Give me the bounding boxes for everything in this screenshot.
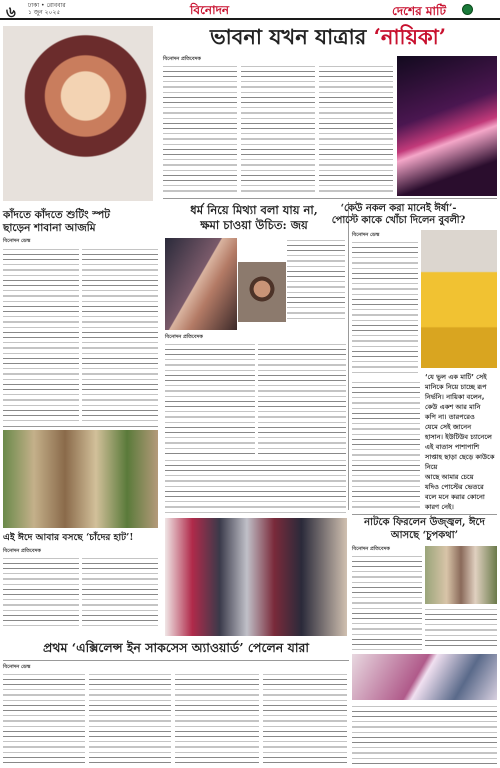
religion-headline-line1: ধর্ম নিয়ে মিথ্যা বলা যায় না, xyxy=(190,203,318,217)
divider-right-mid xyxy=(352,514,497,515)
pull-quote-line: নির্ভনি। নায়িকা বলেন, xyxy=(425,393,485,401)
pull-quote-line: আছে আমার চেয়ে xyxy=(425,473,474,481)
religion-byline: বিনোদন প্রতিবেদক xyxy=(165,334,203,340)
shabana-body-col2 xyxy=(82,247,158,422)
nayika-body-col2 xyxy=(241,64,315,192)
pull-quote-line: এই বাতাস পাশাপাশি xyxy=(425,443,480,451)
nayika-headline-highlight: ‘নায়িকা’ xyxy=(373,24,447,49)
nayika-headline xyxy=(163,24,493,50)
dateline-place: ঢাকা xyxy=(28,2,40,9)
award-body-col2 xyxy=(89,672,171,764)
religion-body-col2 xyxy=(258,342,346,454)
chander-haat-body-col2 xyxy=(82,556,158,628)
award-body-col4 xyxy=(263,672,347,764)
chander-haat-cast-photo xyxy=(3,430,158,528)
religion-continuation xyxy=(165,458,346,514)
nayika-headline-prefix: ভাবনা যখন যাত্রার xyxy=(209,24,367,49)
pull-quote-line: কারণ নেই। xyxy=(425,503,454,511)
bubly-body-col2 xyxy=(352,380,420,508)
page-number: ৬ xyxy=(6,3,16,21)
bubly-headline-line1: ‘কেউ নকল করা মানেই ঈর্ষা’- xyxy=(340,203,457,214)
dateline-day: রোববার xyxy=(46,2,66,9)
award-ceremony-photo xyxy=(165,518,347,636)
shabana-azmi-photo xyxy=(3,26,153,201)
bubly-pull-quote xyxy=(425,372,497,512)
masthead-brand xyxy=(392,3,446,23)
shabana-headline xyxy=(3,209,158,235)
brand-name: দেশের মাটি xyxy=(392,4,446,18)
page-header xyxy=(0,0,500,20)
chander-haat-headline: এই ঈদে আবার বসছে ‘চাঁদের হাট’! xyxy=(3,532,134,543)
chupkotha-headline xyxy=(352,516,497,542)
chupkotha-photo xyxy=(425,546,497,604)
award-headline: প্রথম ‘এক্সিলেন্স ইন সাকসেস অ্যাওয়ার্ড’ পেলেন যারা xyxy=(43,640,309,655)
globe-logo-icon xyxy=(462,4,473,15)
religion-body-col1 xyxy=(165,342,255,454)
divider-left-mid xyxy=(3,426,158,427)
pull-quote-line: কেউ একশ আর মানি xyxy=(425,403,481,411)
bubly-photo xyxy=(421,230,497,368)
chupkotha-body-col3 xyxy=(352,704,497,764)
chupkotha-headline-line1: নাটকে ফিরলেন উজ্জ্বল, ঈদে xyxy=(364,517,485,528)
bubly-body-col1 xyxy=(352,240,418,374)
chupkotha-body-col2 xyxy=(425,607,497,650)
pull-quote-line: বলে মনে করার কোনো xyxy=(425,493,485,501)
shabana-headline-line1: কাঁদতে কাঁদতে শুটিং স্পট xyxy=(3,209,111,221)
pull-quote-line: ‘যে ভুল এক মাটি’ সেই xyxy=(425,373,487,381)
divider-top xyxy=(163,198,497,199)
nayika-body-col3 xyxy=(319,64,393,192)
award-body-col3 xyxy=(175,672,259,764)
religion-intro xyxy=(287,238,345,322)
pull-quote-line: যেমে সেই জানেন xyxy=(425,423,472,431)
joy-photo xyxy=(238,262,286,322)
bubly-headline-line2: পোস্টে কাকে খোঁচা দিলেন বুবলী? xyxy=(331,215,466,226)
pull-quote-line: যদিও পোস্টের ভেতরে xyxy=(425,483,484,491)
jaya-photo xyxy=(165,238,237,330)
page-dateline: ঢাকা • রোববার ১ জুন ২০২৫ xyxy=(28,2,66,16)
shabana-byline: বিনোদন ডেস্ক xyxy=(3,238,31,244)
award-byline: বিনোদন ডেস্ক xyxy=(3,664,31,670)
divider-vertical xyxy=(348,202,349,510)
pull-quote-line: সাপ্তাহ ছাড়া ছেড়ে কাউকে নিয়ে xyxy=(425,453,495,471)
chupkotha-byline: বিনোদন প্রতিবেদক xyxy=(352,546,390,552)
bubly-headline xyxy=(300,203,497,227)
chupkotha-body-col1 xyxy=(352,554,422,650)
nayika-byline: বিনোদন প্রতিবেদক xyxy=(163,56,201,62)
nayika-stage-photo xyxy=(397,56,497,196)
dateline-date: ১ জুন ২০২৫ xyxy=(28,9,61,16)
pull-quote-line: কপি না। তারপরেও xyxy=(425,413,475,421)
chander-haat-body-col1 xyxy=(3,556,79,628)
chander-haat-byline: বিনোদন প্রতিবেদক xyxy=(3,548,41,554)
shabana-body-col1 xyxy=(3,247,79,422)
religion-headline-line2: ক্ষমা চাওয়া উচিত: জয় xyxy=(200,218,308,232)
pull-quote-line: হাসান। ইউটিউব চ্যানেলে xyxy=(425,433,492,441)
shabana-headline-line2: ছাড়েন শাবানা আজমি xyxy=(3,222,96,234)
chupkotha-headline-line2: আসছে ‘চুপকথা’ xyxy=(390,530,459,541)
award-body-col1 xyxy=(3,672,85,764)
award-underline xyxy=(3,660,349,661)
section-title: বিনোদন xyxy=(190,3,230,17)
pull-quote-line: মানিকে নিয়ে চাচ্ছে রূপ xyxy=(425,383,487,391)
bubly-byline: বিনোদন ডেস্ক xyxy=(352,232,380,238)
nayika-body-col1 xyxy=(163,64,237,192)
chupkotha-cast-photo xyxy=(352,654,497,700)
